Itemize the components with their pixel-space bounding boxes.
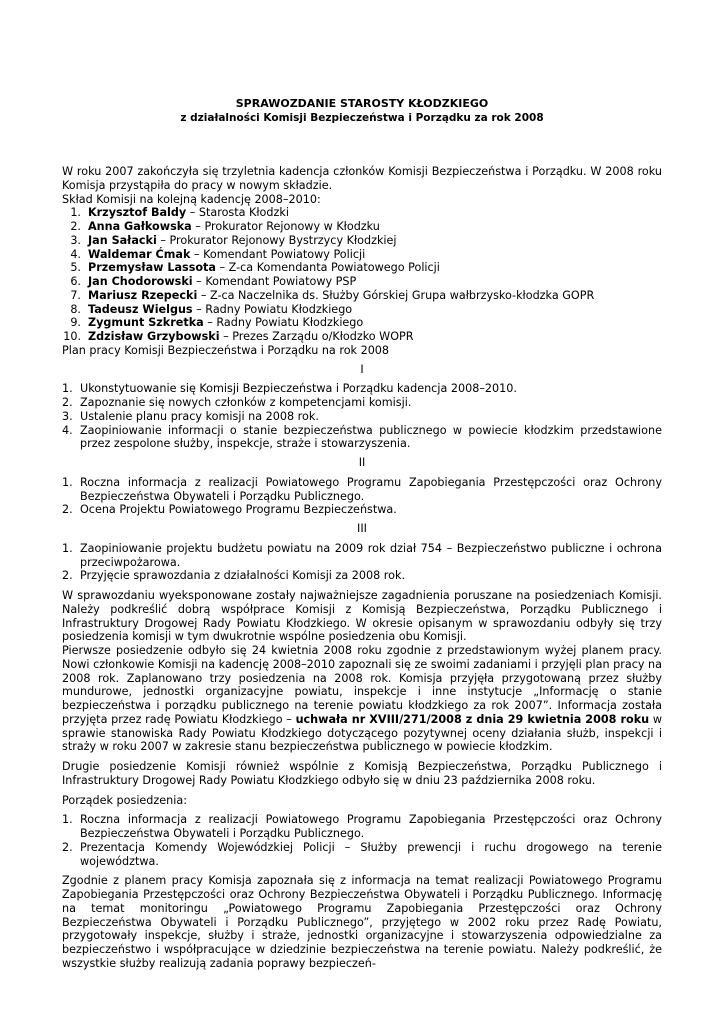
plan-item-number: 2. (62, 569, 73, 583)
plan-item-text: Ustalenie planu pracy komisji na 2008 rok. (80, 409, 319, 423)
plan-section-list (62, 476, 662, 517)
member-role: – Radny Powiatu Kłodzkiego (192, 302, 353, 316)
member-item (62, 220, 662, 234)
agenda-list (62, 813, 662, 868)
member-name: Mariusz Rzepecki (88, 288, 198, 302)
plan-item (62, 503, 662, 517)
plan-section-numeral: I (360, 362, 364, 376)
member-name: Zygmunt Szkretka (88, 316, 204, 330)
plan-item (62, 424, 662, 452)
plan-item-number: 1. (62, 541, 73, 555)
body-paragraph: Zgodnie z planem pracy Komisja zapoznała się z informacja na temat realizacji Powiatowego Programu Zapobiegania Przestępczości oraz Ochrony Bezpieczeństwa Obywateli i Porządku Publicznego. Informację na temat monitoringu „Powiatowego Programu Zapobiegania Przestępczości oraz Ochrony Bezpieczeństwa Obywateli i Porządku Publicznego”, przyjętego w 2002 roku przez Radę Powiatu, przygotowały inspekcje, służby i straże, jednostki organizacyjne i stowarzyszenia odpowiedzialne za bezpieczeństwo i współpracujące w dziedzinie bezpieczeństwa na terenie powiatu. Należy podkreślić, że wszystkie służby realizują zadania poprawy bezpieczeń- (62, 874, 662, 970)
member-role: – Komendant Powiatowy PSP (192, 275, 357, 288)
member-name: Przemysław Lassota (88, 261, 216, 275)
agenda-item-text: Roczna informacja z realizacji Powiatowego Programu Zapobiegania Przestępczości oraz Ochrony Bezpieczeństwa Obywateli i Porządku Publicznego. (80, 813, 662, 840)
member-number: 9. (70, 316, 81, 330)
agenda-item (62, 813, 662, 841)
plan-heading: Plan pracy Komisji Bezpieczeństwa i Porządku na rok 2008 (62, 343, 390, 357)
plan-item-number: 4. (62, 423, 73, 437)
member-role: – Prezes Zarządu o/Kłodzko WOPR (219, 330, 414, 343)
plan-item (62, 410, 662, 424)
plan-item-number: 2. (62, 396, 73, 409)
member-number: 6. (70, 275, 81, 288)
plan-item-number: 2. (62, 503, 73, 517)
member-item (62, 261, 662, 275)
member-number: 10. (63, 330, 81, 343)
plan-item-text: Ukonstytuowanie się Komisji Bezpieczeństwa i Porządku kadencja 2008–2010. (80, 382, 517, 396)
plan-item-text: Roczna informacja z realizacji Powiatowego Programu Zapobiegania Przestępczości oraz Ochrony Bezpieczeństwa Obywateli i Porządku Publicznego. (80, 475, 662, 503)
member-name: Jan Chodorowski (88, 275, 193, 288)
member-item (62, 303, 662, 317)
member-name: Krzysztof Baldy (88, 206, 187, 220)
plan-item-text: Przyjęcie sprawozdania z działalności Komisji za 2008 rok. (80, 569, 406, 583)
member-number: 4. (70, 247, 81, 261)
agenda-item (62, 841, 662, 869)
member-role: – Prokurator Rejonowy Bystrzycy Kłodzkiej (156, 233, 397, 247)
member-number: 1. (70, 206, 81, 220)
intro-paragraph: W roku 2007 zakończyła się trzyletnia kadencja członków Komisji Bezpieczeństwa i Porządku. W 2008 roku Komisja przystąpiła do pracy w nowym składzie. (62, 165, 662, 192)
member-item (62, 206, 662, 220)
members-heading: Skład Komisji na kolejną kadencję 2008–2010: (62, 192, 321, 206)
plan-item-text: Zaopiniowanie informacji o stanie bezpieczeństwa publicznego w powiecie kłodzkim przedstawione przez zespolone służby, inspekcje, straże i stowarzyszenia. (80, 423, 662, 451)
member-role: – Komendant Powiatowy Policji (190, 247, 366, 261)
plan-item (62, 476, 662, 504)
plan-section-list (62, 382, 662, 451)
agenda-item-number: 1. (62, 813, 73, 827)
member-item (62, 330, 662, 344)
member-role: – Prokurator Rejonowy w Kłodzku (191, 220, 380, 233)
member-number: 3. (70, 233, 81, 247)
member-item (62, 248, 662, 262)
member-item (62, 234, 662, 248)
member-number: 5. (70, 261, 81, 275)
plan-item-number: 1. (62, 475, 73, 489)
resolution-reference: uchwała nr XVIII/271/2008 z dnia 29 kwietnia 2008 roku (295, 712, 650, 726)
member-role: – Radny Powiatu Kłodzkiego (203, 316, 364, 330)
plan-item-text: Ocena Projektu Powiatowego Programu Bezpieczeństwa. (80, 503, 397, 517)
body-paragraph: Pierwsze posiedzenie odbyło się 24 kwietnia 2008 roku zgodnie z przedstawionym wyżej planem pracy. Nowi członkowie Komisji na kadencję 2008–2010 zapoznali się ze swoimi zadaniami i przyjęli plan pracy na 2008 rok. Zaplanowano trzy posiedzenia na 2008 rok. Komisja przyjęła przygotowaną przez służby mundurowe, jednostki organizacyjne powiatu, inspekcje i inne instytucje „Informację o stanie bezpieczeństwa i porządku publicznego na terenie powiatu kłodzkiego za rok 2007”. Informacja została przyjęta przez radę Powiatu Kłodzkiego – uchwała nr XVIII/271/2008 z dnia 29 kwietnia 2008 roku w sprawie stanowiska Rady Powiatu Kłodzkiego dotyczącego pozytywnej oceny działania służb, inspekcji i straży w roku 2007 w zakresie stanu bezpieczeństwa publicznego w powiecie kłodzkim. (62, 644, 662, 754)
plan-item-text: Zapoznanie się nowych członków z kompetencjami komisji. (80, 396, 412, 409)
member-role: – Starosta Kłodzki (186, 206, 289, 220)
agenda-item-text: Prezentacja Komendy Wojewódzkiej Policji – Służby prewencji i ruchu drogowego na terenie województwa. (80, 840, 662, 868)
member-name: Tadeusz Wielgus (88, 302, 193, 316)
member-number: 8. (70, 302, 81, 316)
member-item (62, 289, 662, 303)
member-role: – Z-ca Komendanta Powiatowego Policji (215, 261, 440, 275)
plan-item (62, 396, 662, 410)
plan-item-text: Zaopiniowanie projektu budżetu powiatu na 2009 rok dział 754 – Bezpieczeństwo publiczne i ochrona przeciwpożarowa. (80, 541, 662, 569)
plan-item-number: 1. (62, 382, 73, 396)
agenda-heading: Porządek posiedzenia: (62, 793, 187, 807)
plan-section-list (62, 542, 662, 583)
body-paragraph: Drugie posiedzenie Komisji również wspólnie z Komisją Bezpieczeństwa, Porządku Publicznego i Infrastruktury Drogowej Rady Powiatu Kłodzkiego odbyło się w dniu 23 października 2008 roku. (62, 760, 662, 787)
member-number: 7. (70, 288, 81, 302)
plan-section-numeral: II (358, 456, 366, 469)
agenda-item-number: 2. (62, 840, 73, 854)
member-name: Zdzisław Grzybowski (88, 330, 220, 343)
plan-section-numeral: III (357, 522, 367, 535)
plan-item (62, 569, 662, 583)
document-title: SPRAWOZDANIE STAROSTY KŁODZKIEGO (235, 97, 489, 110)
member-item (62, 275, 662, 289)
plan-sections (62, 363, 662, 590)
document-subtitle: z działalności Komisji Bezpieczeństwa i Porządku za rok 2008 (180, 112, 544, 124)
member-item (62, 316, 662, 330)
body-paragraph: W sprawozdaniu wyeksponowane zostały najważniejsze zagadnienia poruszane na posiedzeniach Komisji. Należy podkreślić dobrą współprace Komisji z Komisją Bezpieczeństwa, Porządku Publicznego i Infrastruktury Drogowej Rady Powiatu Kłodzkiego. W okresie opisanym w sprawozdaniu odbyły się trzy posiedzenia komisji w tym dwukrotnie wspólne posiedzenia obu Komisji. (62, 589, 662, 644)
member-role: – Z-ca Naczelnika ds. Służby Górskiej Grupa wałbrzysko-kłodzka GOPR (197, 288, 595, 302)
member-name: Anna Gałkowska (88, 220, 192, 233)
member-name: Jan Sałacki (88, 233, 157, 247)
member-name: Waldemar Ćmak (88, 247, 191, 261)
member-number: 2. (70, 220, 81, 233)
members-list (62, 206, 662, 344)
plan-item (62, 382, 662, 396)
plan-item (62, 542, 662, 570)
plan-item-number: 3. (62, 409, 73, 423)
